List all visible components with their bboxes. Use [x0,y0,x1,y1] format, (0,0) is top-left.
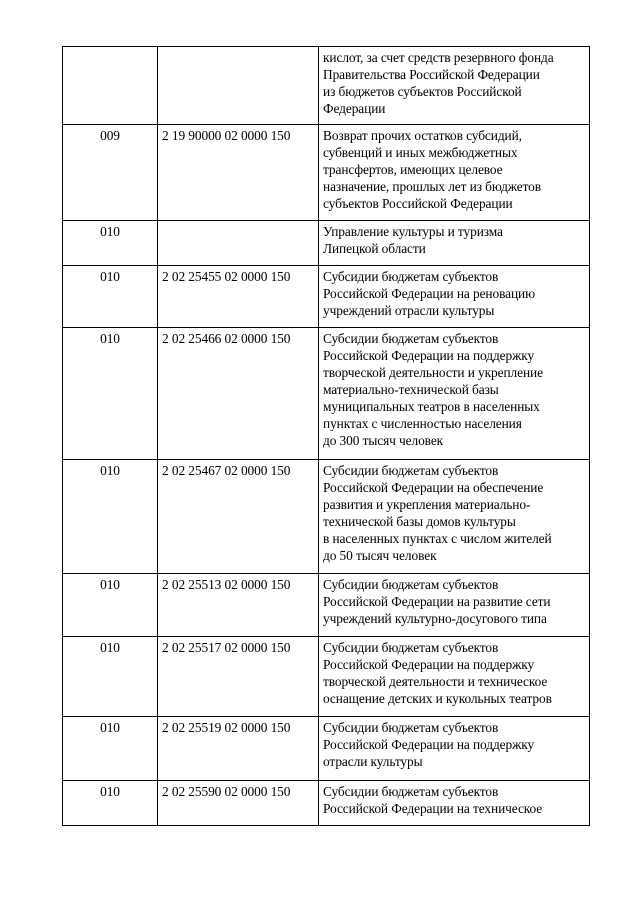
description-line: до 300 тысяч человек [323,433,444,448]
table-row [63,637,590,717]
description-line: кислот, за счет средств резервного фонда [323,50,554,65]
revenue-description-cell [319,574,590,637]
description-line: трансфертов, имеющих целевое [323,162,503,177]
table-row [63,460,590,574]
revenue-description-cell [319,47,590,125]
budget-classification-code-cell [158,47,319,125]
revenue-description-cell [319,221,590,266]
description-line: Субсидии бюджетам субъектов [323,463,499,478]
admin-code-cell: 010 [63,781,158,826]
description-line: Липецкой области [323,241,426,256]
revenue-description-cell [319,781,590,826]
description-line: Российской Федерации на развитие сети [323,594,551,609]
revenue-description-cell [319,125,590,221]
description-line: субъектов Российской Федерации [323,196,513,211]
description-line: Российской Федерации на поддержку [323,348,535,363]
description-line: Субсидии бюджетам субъектов [323,577,499,592]
table-row [63,266,590,328]
admin-code-cell: 010 [63,574,158,637]
revenue-description-cell [319,266,590,328]
table-row [63,328,590,460]
budget-classification-code-cell: 2 02 25590 02 0000 150 [158,781,319,826]
budget-classification-code-cell: 2 02 25467 02 0000 150 [158,460,319,574]
revenue-description-cell [319,460,590,574]
description-line: Субсидии бюджетам субъектов [323,269,499,284]
description-line: развития и укрепления материально- [323,497,531,512]
description-line: Субсидии бюджетам субъектов [323,784,499,799]
budget-revenue-table [62,46,590,826]
description-line: Правительства Российской Федерации [323,67,540,82]
admin-code-cell: 010 [63,717,158,781]
revenue-description-cell [319,637,590,717]
description-line: отрасли культуры [323,754,423,769]
description-line: творческой деятельности и техническое [323,674,548,689]
description-line: учреждений культурно-досугового типа [323,611,547,626]
budget-classification-code-cell: 2 02 25519 02 0000 150 [158,717,319,781]
description-line: назначение, прошлых лет из бюджетов [323,179,542,194]
table-row [63,125,590,221]
table-row [63,221,590,266]
description-line: Федерации [323,101,386,116]
revenue-description-cell [319,717,590,781]
description-line: технической базы домов культуры [323,514,516,529]
admin-code-cell: 009 [63,125,158,221]
description-line: Российской Федерации на поддержку [323,657,535,672]
description-line: творческой деятельности и укрепление [323,365,543,380]
budget-classification-code-cell: 2 02 25517 02 0000 150 [158,637,319,717]
description-line: учреждений отрасли культуры [323,303,495,318]
budget-classification-code-cell: 2 02 25513 02 0000 150 [158,574,319,637]
description-line: до 50 тысяч человек [323,548,437,563]
description-line: материально-технической базы [323,382,499,397]
table-row [63,574,590,637]
description-line: Субсидии бюджетам субъектов [323,331,499,346]
table-row [63,781,590,826]
description-line: Российской Федерации на обеспечение [323,480,544,495]
table-body [63,47,590,826]
description-line: Субсидии бюджетам субъектов [323,640,499,655]
description-line: муниципальных театров в населенных [323,399,540,414]
budget-classification-code-cell [158,221,319,266]
admin-code-cell: 010 [63,460,158,574]
description-line: из бюджетов субъектов Российской [323,84,522,99]
description-line: субвенций и иных межбюджетных [323,145,518,160]
description-line: Управление культуры и туризма [323,224,503,239]
table-row [63,47,590,125]
budget-classification-code-cell: 2 02 25455 02 0000 150 [158,266,319,328]
revenue-description-cell [319,328,590,460]
admin-code-cell: 010 [63,266,158,328]
admin-code-cell [63,47,158,125]
description-line: Субсидии бюджетам субъектов [323,720,499,735]
description-line: Возврат прочих остатков субсидий, [323,128,522,143]
admin-code-cell: 010 [63,221,158,266]
description-line: в населенных пунктах с числом жителей [323,531,552,546]
budget-classification-code-cell: 2 02 25466 02 0000 150 [158,328,319,460]
description-line: пунктах с численностью населения [323,416,522,431]
description-line: Российской Федерации на поддержку [323,737,535,752]
description-line: оснащение детских и кукольных театров [323,691,552,706]
description-line: Российской Федерации на техническое [323,801,543,816]
description-line: Российской Федерации на реновацию [323,286,536,301]
admin-code-cell: 010 [63,637,158,717]
admin-code-cell: 010 [63,328,158,460]
budget-classification-code-cell: 2 19 90000 02 0000 150 [158,125,319,221]
table-row [63,717,590,781]
